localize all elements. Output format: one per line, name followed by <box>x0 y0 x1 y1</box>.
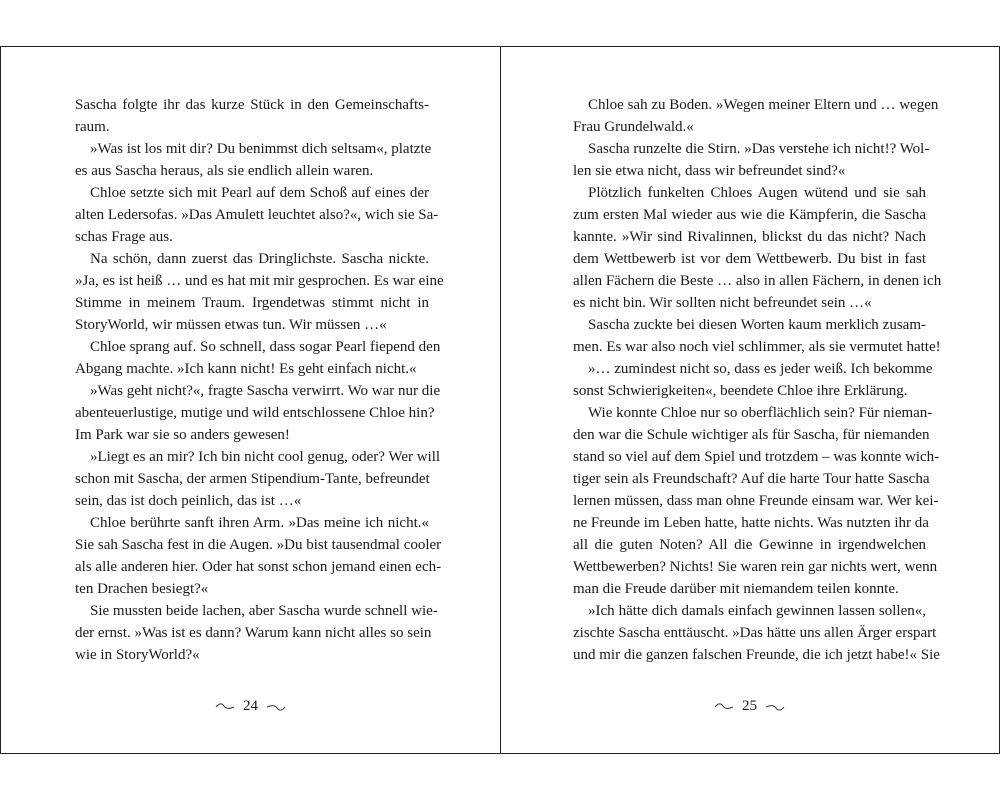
text-line: all die guten Noten? All die Gewinne in irgendwelchen <box>573 537 926 553</box>
text-line: »Ja, es ist heiß … und es hat mit mir gesprochen. Es war eine <box>75 273 444 289</box>
text-line: lernen müssen, dass man ohne Freunde einsam war. Wer kei- <box>573 493 939 509</box>
text-line: Frau Grundelwald.« <box>573 119 694 135</box>
text-line: ne Freunde im Leben hatte, hatte nichts. Was nutzten ihr da <box>573 515 929 531</box>
text-line: Chloe setzte sich mit Pearl auf dem Schoß auf eines der <box>90 185 429 201</box>
text-line: sonst Schwierigkeiten«, beendete Chloe ihre Erklärung. <box>573 383 908 399</box>
text-line: tiger sein als Freundschaft? Auf die harte Tour hatte Sascha <box>573 471 930 487</box>
right-page-text <box>573 94 942 666</box>
text-line: und mir die ganzen falschen Freunde, die ich jetzt habe!« Sie <box>573 647 940 663</box>
text-line: »Was geht nicht?«, fragte Sascha verwirrt. Wo war nur die <box>90 383 441 399</box>
text-line: zischte Sascha enttäuscht. »Das hätte uns allen Ärger erspart <box>573 625 937 641</box>
text-line: es nicht bin. Wir sollten nicht befreundet sein …« <box>573 295 872 311</box>
text-line: men. Es war also noch viel schlimmer, als sie vermutet hatte! <box>573 339 941 355</box>
text-line: Sie sah Sascha fest in die Augen. »Du bist tausendmal cooler <box>75 537 442 553</box>
text-line: »Liegt es an mir? Ich bin nicht cool genug, oder? Wer will <box>90 449 441 465</box>
page-number: 25 <box>742 698 757 715</box>
text-line: Chloe sah zu Boden. »Wegen meiner Eltern und … wegen <box>588 97 939 113</box>
text-line: Chloe berührte sanft ihren Arm. »Das meine ich nicht.« <box>90 515 429 531</box>
text-line: Sascha zuckte bei diesen Worten kaum merklich zusam- <box>588 317 926 333</box>
text-line: raum. <box>75 119 110 135</box>
text-line: Abgang machte. »Ich kann nicht! Es geht einfach nicht.« <box>75 361 417 377</box>
right-flourish-icon <box>266 702 286 712</box>
text-line: Wie konnte Chloe nur so oberflächlich sein? Für nieman- <box>588 405 933 421</box>
text-line: allen Fächern die Beste … also in allen Fächern, in denen ich <box>573 273 942 289</box>
text-line: Sie mussten beide lachen, aber Sascha wurde schnell wie- <box>90 603 438 619</box>
page-number-footer <box>1 698 500 715</box>
text-line: Stimme in meinem Traum. Irgendetwas stimmt nicht in <box>75 295 429 311</box>
text-line: wie in StoryWorld?« <box>75 647 200 663</box>
text-line: als alle anderen hier. Oder hat sonst schon jemand einen ech- <box>75 559 442 575</box>
text-line: Sascha folgte ihr das kurze Stück in den Gemeinschafts- <box>75 97 429 113</box>
text-line: »Ich hätte dich damals einfach gewinnen lassen sollen«, <box>588 603 926 619</box>
text-line: Sascha runzelte die Stirn. »Das verstehe ich nicht!? Wol- <box>588 141 930 157</box>
text-line: der ernst. »Was ist es dann? Warum kann nicht alles so sein <box>75 625 432 641</box>
text-line: Chloe sprang auf. So schnell, dass sogar Pearl fiepend den <box>90 339 441 355</box>
text-line: Wettbewerben? Nichts! Sie waren rein gar nichts wert, wenn <box>573 559 938 575</box>
text-line: schas Frage aus. <box>75 229 173 245</box>
text-line: schon mit Sascha, der armen Stipendium-Tante, befreundet <box>75 471 430 487</box>
text-line: Plötzlich funkelten Chloes Augen wütend und sie sah <box>588 185 926 201</box>
text-line: Im Park war sie so anders gewesen! <box>75 427 290 443</box>
left-page-text <box>75 94 444 666</box>
text-line: den war die Schule wichtiger als für Sascha, für niemanden <box>573 427 930 443</box>
right-page <box>500 47 1000 753</box>
text-line: abenteuerlustige, mutige und wild entschlossene Chloe hin? <box>75 405 435 421</box>
text-line: es aus Sascha heraus, als sie endlich allein waren. <box>75 163 374 179</box>
text-line: »… zumindest nicht so, dass es jeder weiß. Ich bekomme <box>588 361 933 377</box>
text-line: kannte. »Wir sind Rivalinnen, blickst du das nicht? Nach <box>573 229 926 245</box>
text-line: man die Freude darüber mit niemandem teilen konnte. <box>573 581 899 597</box>
page-number-footer <box>500 698 999 715</box>
text-line: ten Drachen besiegt?« <box>75 581 209 597</box>
text-line: StoryWorld, wir müssen etwas tun. Wir müssen …« <box>75 317 387 333</box>
left-page <box>0 47 501 753</box>
page-number: 24 <box>243 698 258 715</box>
right-flourish-icon <box>765 702 785 712</box>
text-line: len sie etwa nicht, dass wir befreundet sind?« <box>573 163 846 179</box>
text-line: sein, das ist doch peinlich, das ist …« <box>75 493 302 509</box>
left-flourish-icon <box>215 702 235 712</box>
text-line: dem Wettbewerb ist vor dem Wettbewerb. Du bist in fast <box>573 251 926 267</box>
text-line: zum ersten Mal wieder aus wie die Kämpferin, die Sascha <box>573 207 926 223</box>
book-spread <box>0 46 1000 754</box>
text-line: stand so viel auf dem Spiel und trotzdem – was konnte wich- <box>573 449 940 465</box>
left-flourish-icon <box>714 702 734 712</box>
text-line: »Was ist los mit dir? Du benimmst dich seltsam«, platzte <box>90 141 432 157</box>
text-line: alten Ledersofas. »Das Amulett leuchtet also?«, wich sie Sa- <box>75 207 439 223</box>
text-line: Na schön, dann zuerst das Dringlichste. Sascha nickte. <box>90 251 429 267</box>
